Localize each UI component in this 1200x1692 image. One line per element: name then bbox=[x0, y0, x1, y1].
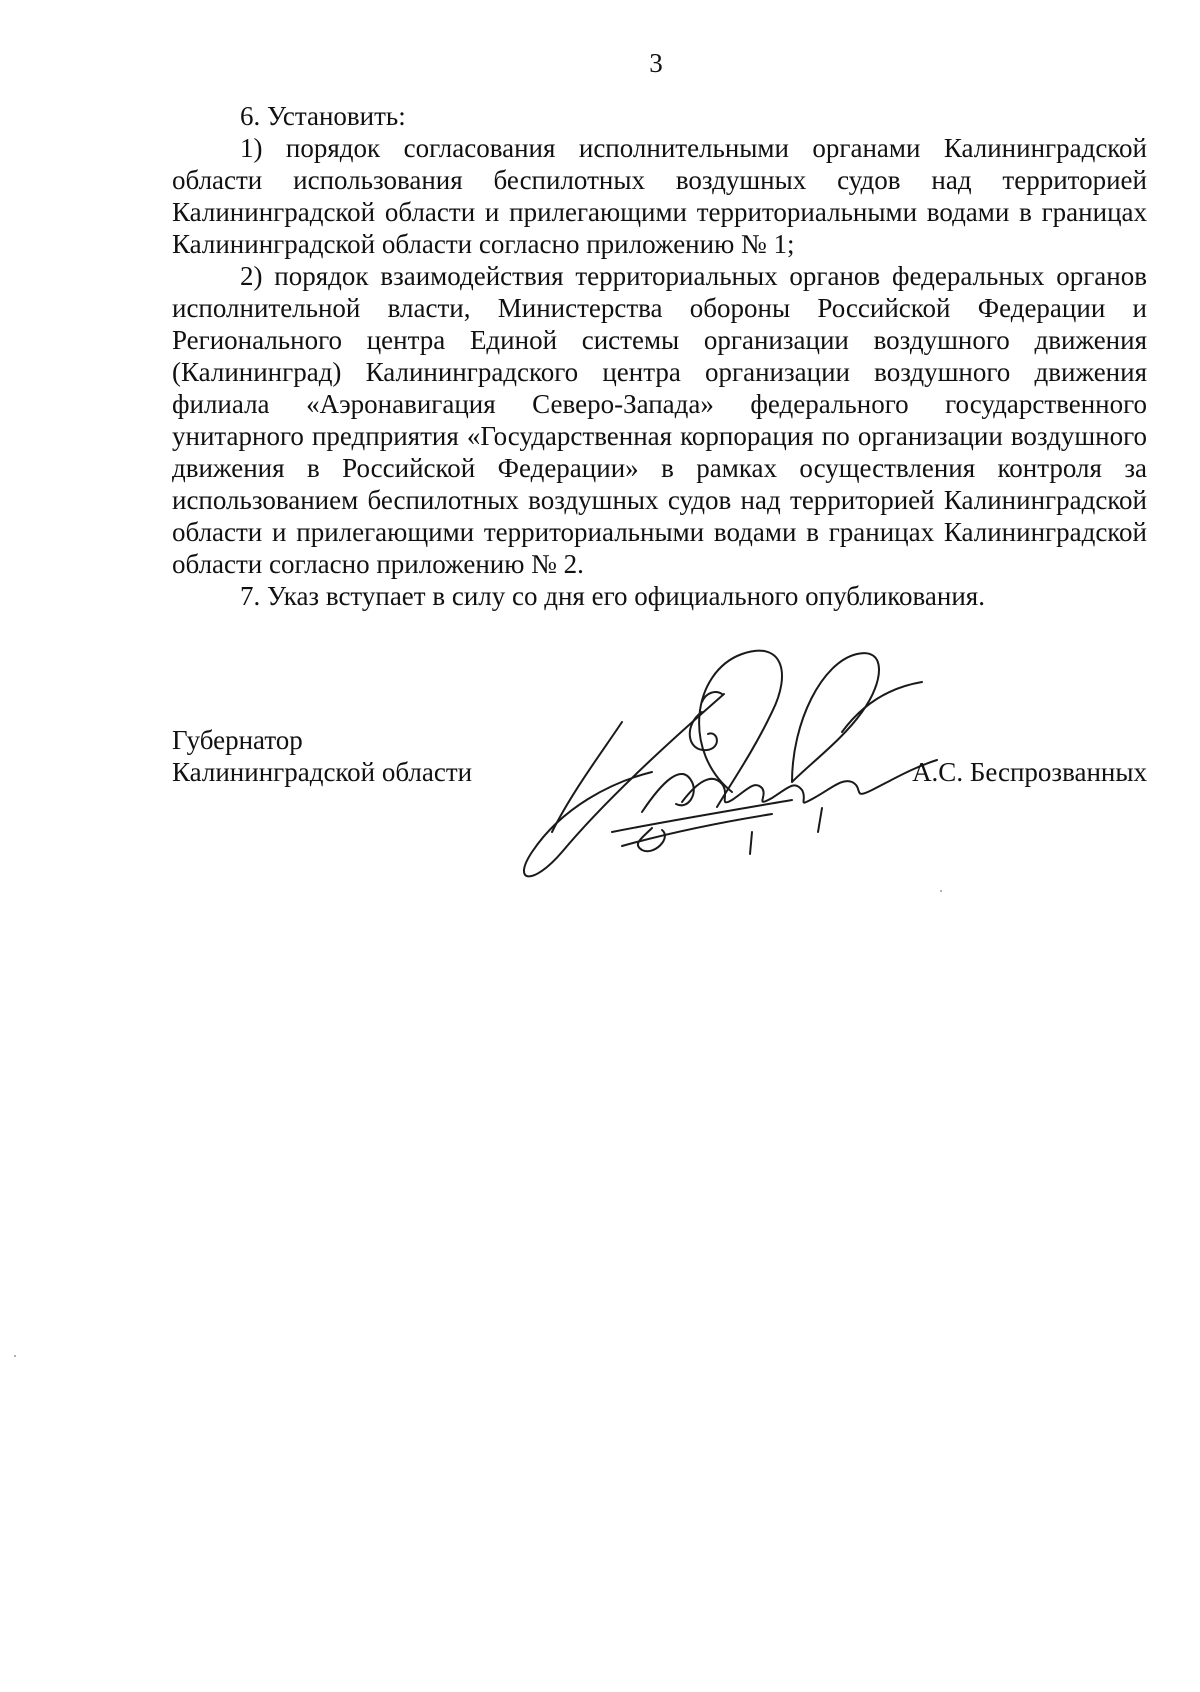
signature-block bbox=[172, 724, 1147, 924]
paragraph-item-6-2: 2) порядок взаимодействия территориальных органов федеральных органов исполнительной власти, Министерства обороны Российской Федерации и Регионального центра Единой системы организации воздушного движения (Калининград) Калининградского центра организации воздушного движения филиала «Аэронавигация Северо-Запада» федерального государственного унитарного предприятия «Государственная корпорация по организации воздушного движения в Российской Федерации» в рамках осуществления контроля за использованием беспилотных воздушных судов над территорией Калининградской области и прилегающими территориальными водами в границах Калининградской области согласно приложению № 2. bbox=[172, 261, 1147, 579]
signer-position bbox=[172, 724, 472, 788]
scan-speck bbox=[940, 890, 942, 892]
position-line-2: Калининградской области bbox=[172, 757, 473, 787]
page-number: 3 bbox=[649, 48, 663, 78]
paragraph-item-6: 6. Установить: bbox=[240, 101, 406, 131]
document-body bbox=[172, 100, 1147, 612]
paragraph-item-6-1: 1) порядок согласования исполнительными органами Калининградской области использования беспилотных воздушных судов над территорией Калининградской области и прилегающими территориальными водами в границах Калининградской области согласно приложению № 1; bbox=[172, 133, 1147, 259]
paragraph-item-7: 7. Указ вступает в силу со дня его официального опубликования. bbox=[240, 581, 985, 611]
handwritten-signature bbox=[492, 632, 952, 892]
signer-name: А.С. Беспрозванных bbox=[912, 757, 1147, 787]
position-line-1: Губернатор bbox=[172, 725, 303, 755]
scan-speck bbox=[14, 1355, 16, 1357]
